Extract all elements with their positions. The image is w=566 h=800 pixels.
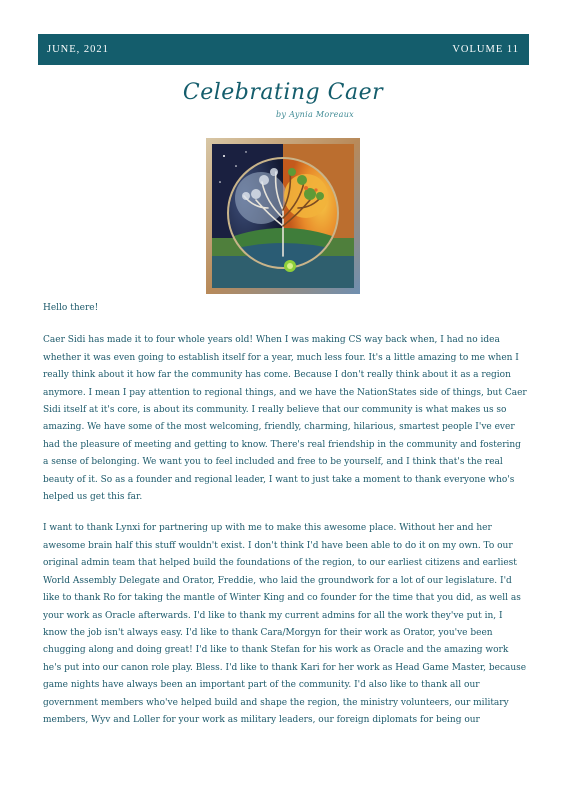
- greeting: Hello there!: [43, 303, 99, 313]
- article-byline: by Aynia Moreaux: [276, 110, 354, 119]
- article-body: [43, 300, 527, 743]
- paragraph: I want to thank Lynxi for partnering up with me to make this awesome place. Without her and her awesome brain half this stuff wouldn't exist. I don't think I'd have been able to do it on my own. To our original admin team that helped build the foundations of the region, to our earliest citizens and earliest World Assembly Delegate and Orator, Freddie, who laid the groundwork for a lot of our legislature. I'd like to thank Ro for taking the mantle of Winter King and co founder for the time that you did, as well as your work as Oracle afterwards. I'd like to thank my current admins for all the work they've put in, I know the job isn't always easy. I'd like to thank Cara/Morgyn for their work as Orator, you've been chugging along and doing great! I'd like to thank Stefan for his work as Oracle and the amazing work he's put into our canon role play. Bless. I'd like to thank Kari for her work as Head Game Master, because game nights have always been an important part of the community. I'd also like to thank all our government members who've helped build and shape the region, the ministry volunteers, our military members, Wyv and Loller for your work as military leaders, our foreign diplomats for being our: [43, 523, 527, 725]
- paragraph: Caer Sidi has made it to four whole years old! When I was making CS way back when, I had no idea whether it was even going to establish itself for a year, much less four. It's a little amazing to me when I really think about it how far the community has come. Because I don't really think about it as a region anymore. I mean I pay attention to regional things, and we have the NationStates side of things, but Caer Sidi itself at it's core, is about its community. I really believe that our community is what makes us so amazing. We have some of the most welcoming, friendly, charming, hilarious, smartest people I've ever had the pleasure of meeting and getting to know. There's real friendship in the community and fostering a sense of belonging. We want you to feel included and free to be yourself, and I think that's the real beauty of it. So as a founder and regional leader, I want to just take a moment to thank everyone who's helped us get this far.: [43, 335, 527, 503]
- issue-volume: VOLUME 11: [452, 44, 519, 55]
- header-banner: [38, 34, 529, 65]
- tree-of-life-artwork: [206, 138, 360, 294]
- issue-date: JUNE, 2021: [47, 44, 109, 55]
- article-title: Celebrating Caer: [182, 80, 384, 105]
